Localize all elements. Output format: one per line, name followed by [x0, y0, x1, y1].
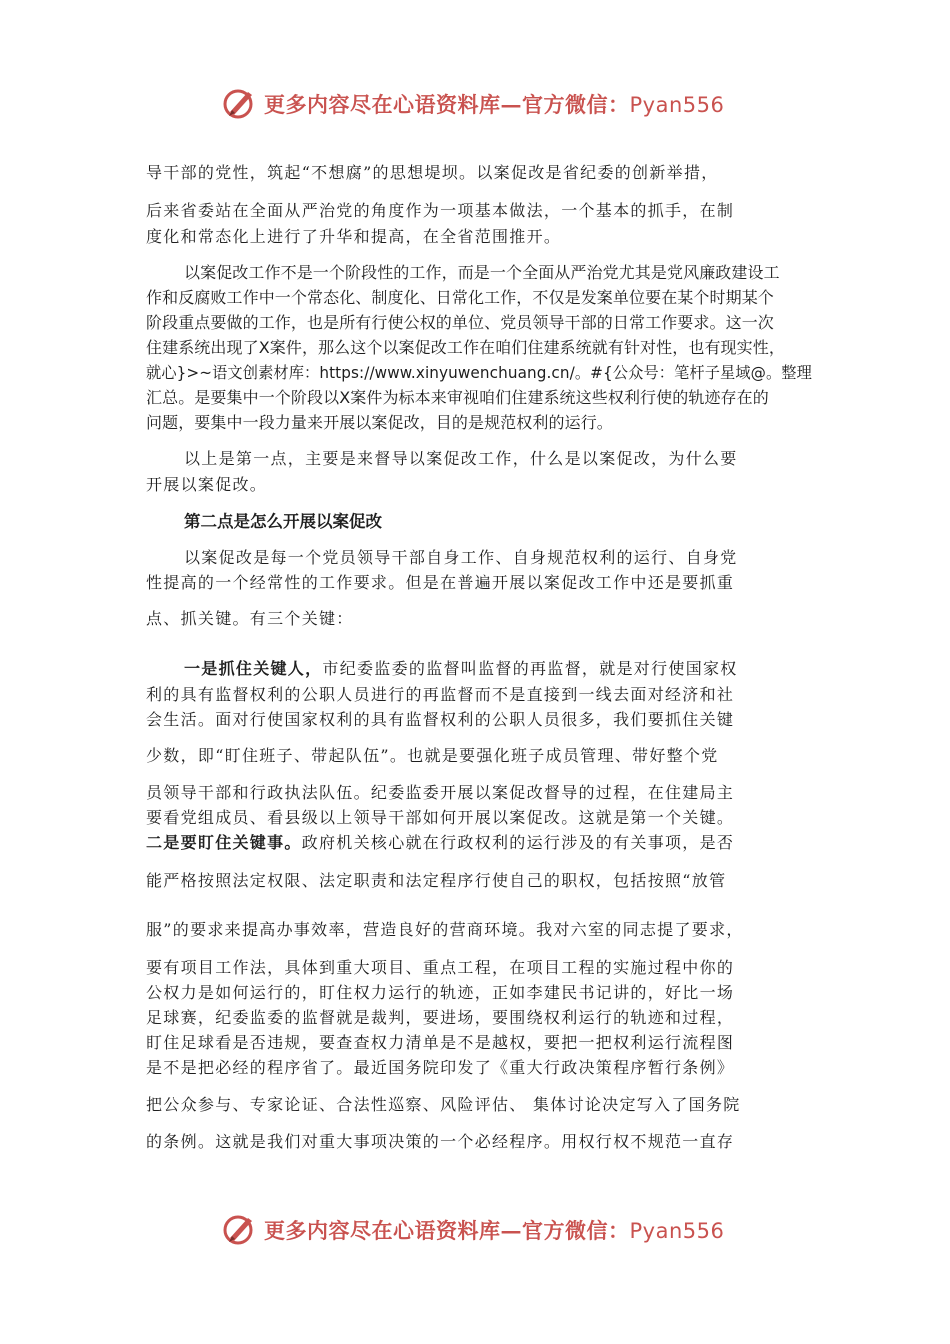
- text-line: 要有项目工作法，具体到重大项目、重点工程，在项目工程的实施过程中你的: [146, 958, 735, 977]
- text-line: 性提高的一个经常性的工作要求。但是在普遍开展以案促改工作中还是要抓重: [146, 573, 735, 592]
- text-line: 以上是第一点，主要是来督导以案促改工作，什么是以案促改，为什么要: [184, 449, 738, 468]
- text-line: 以案促改工作不是一个阶段性的工作，而是一个全面从严治党尤其是党风廉政建设工: [184, 263, 780, 282]
- pen-logo-icon: [222, 1212, 258, 1248]
- text-line: 员领导干部和行政执法队伍。纪委监委开展以案促改督导的过程，在住建局主: [146, 783, 735, 802]
- text-line: 作和反腐败工作中一个常态化、制度化、日常化工作，不仅是发案单位要在某个时期某个: [146, 288, 774, 307]
- key-point-label: 二是要盯住关键事。: [146, 833, 302, 852]
- text-line: 导干部的党性，筑起“不想腐”的思想堤坝。以案促改是省纪委的创新举措，: [146, 163, 719, 182]
- text-line: 以案促改是每一个党员领导干部自身工作、自身规范权利的运行、自身党: [184, 548, 738, 567]
- text-line: 会生活。面对行使国家权利的具有监督权利的公职人员很多，我们要抓住关键: [146, 710, 735, 729]
- text-line: 一是抓住关键人，市纪委监委的监督叫监督的再监督，就是对行使国家权: [184, 659, 738, 678]
- text-line: 后来省委站在全面从严治党的角度作为一项基本做法，一个基本的抓手，在制: [146, 201, 735, 220]
- text-line: 利的具有监督权利的公职人员进行的再监督而不是直接到一线去面对经济和社: [146, 685, 735, 704]
- text-line: 把公众参与、专家论证、合法性巡察、风险评估、 集体讨论决定写入了国务院: [146, 1095, 741, 1114]
- text-line: 的条例。这就是我们对重大事项决策的一个必经程序。用权行权不规范一直存: [146, 1132, 735, 1151]
- text-line: 足球赛，纪委监委的监督就是裁判，要进场，要围绕权利运行的轨迹和过程，: [146, 1008, 735, 1027]
- text-line: 能严格按照法定权限、法定职责和法定程序行使自己的职权，包括按照“放管: [146, 871, 727, 890]
- text-line: 是不是把必经的程序省了。最近国务院印发了《重大行政决策程序暂行条例》: [146, 1058, 735, 1077]
- text-line: 就心}>~语文创素材库：https://www.xinyuwenchuang.cn/。#{公众号：笔杆子星域@。整理: [146, 363, 812, 382]
- text-line: 少数，即“盯住班子、带起队伍”。也就是要强化班子成员管理、带好整个党: [146, 746, 719, 765]
- section-heading: 第二点是怎么开展以案促改: [184, 512, 382, 531]
- banner-text: 更多内容尽在心语资料库—官方微信：Pyan556: [264, 92, 725, 117]
- key-point-label: 一是抓住关键人，: [184, 659, 323, 678]
- pen-logo-icon: [222, 86, 258, 122]
- text-line: 二是要盯住关键事。政府机关核心就在行政权利的运行涉及的有关事项，是否: [146, 833, 735, 852]
- header-watermark: [222, 84, 742, 124]
- text-line: 要看党组成员、看县级以上领导干部如何开展以案促改。这就是第一个关键。: [146, 808, 735, 827]
- text-line: 开展以案促改。: [146, 475, 268, 494]
- text-line: 盯住足球看是否违规，要查查权力清单是不是越权，要把一把权利运行流程图: [146, 1033, 735, 1052]
- text-line: 问题，要集中一段力量来开展以案促改，目的是规范权利的运行。: [146, 413, 613, 432]
- text-line: 服”的要求来提高办事效率，营造良好的营商环境。我对六室的同志提了要求，: [146, 920, 744, 939]
- banner-text: 更多内容尽在心语资料库—官方微信：Pyan556: [264, 1218, 725, 1243]
- text-line: 点、抓关键。有三个关键：: [146, 609, 354, 628]
- text-line: 住建系统出现了X案件，那么这个以案促改工作在咱们住建系统就有针对性，也有现实性，: [146, 338, 785, 357]
- text-line: 公权力是如何运行的，盯住权力运行的轨迹，正如李建民书记讲的，好比一场: [146, 983, 735, 1002]
- text-line: 度化和常态化上进行了升华和提高，在全省范围推开。: [146, 227, 562, 246]
- text-line: 汇总。是要集中一个阶段以X案件为标本来审视咱们住建系统这些权利行使的轨迹存在的: [146, 388, 769, 407]
- footer-watermark: [222, 1210, 742, 1250]
- text-line: 阶段重点要做的工作，也是所有行使公权的单位、党员领导干部的日常工作要求。这一次: [146, 313, 774, 332]
